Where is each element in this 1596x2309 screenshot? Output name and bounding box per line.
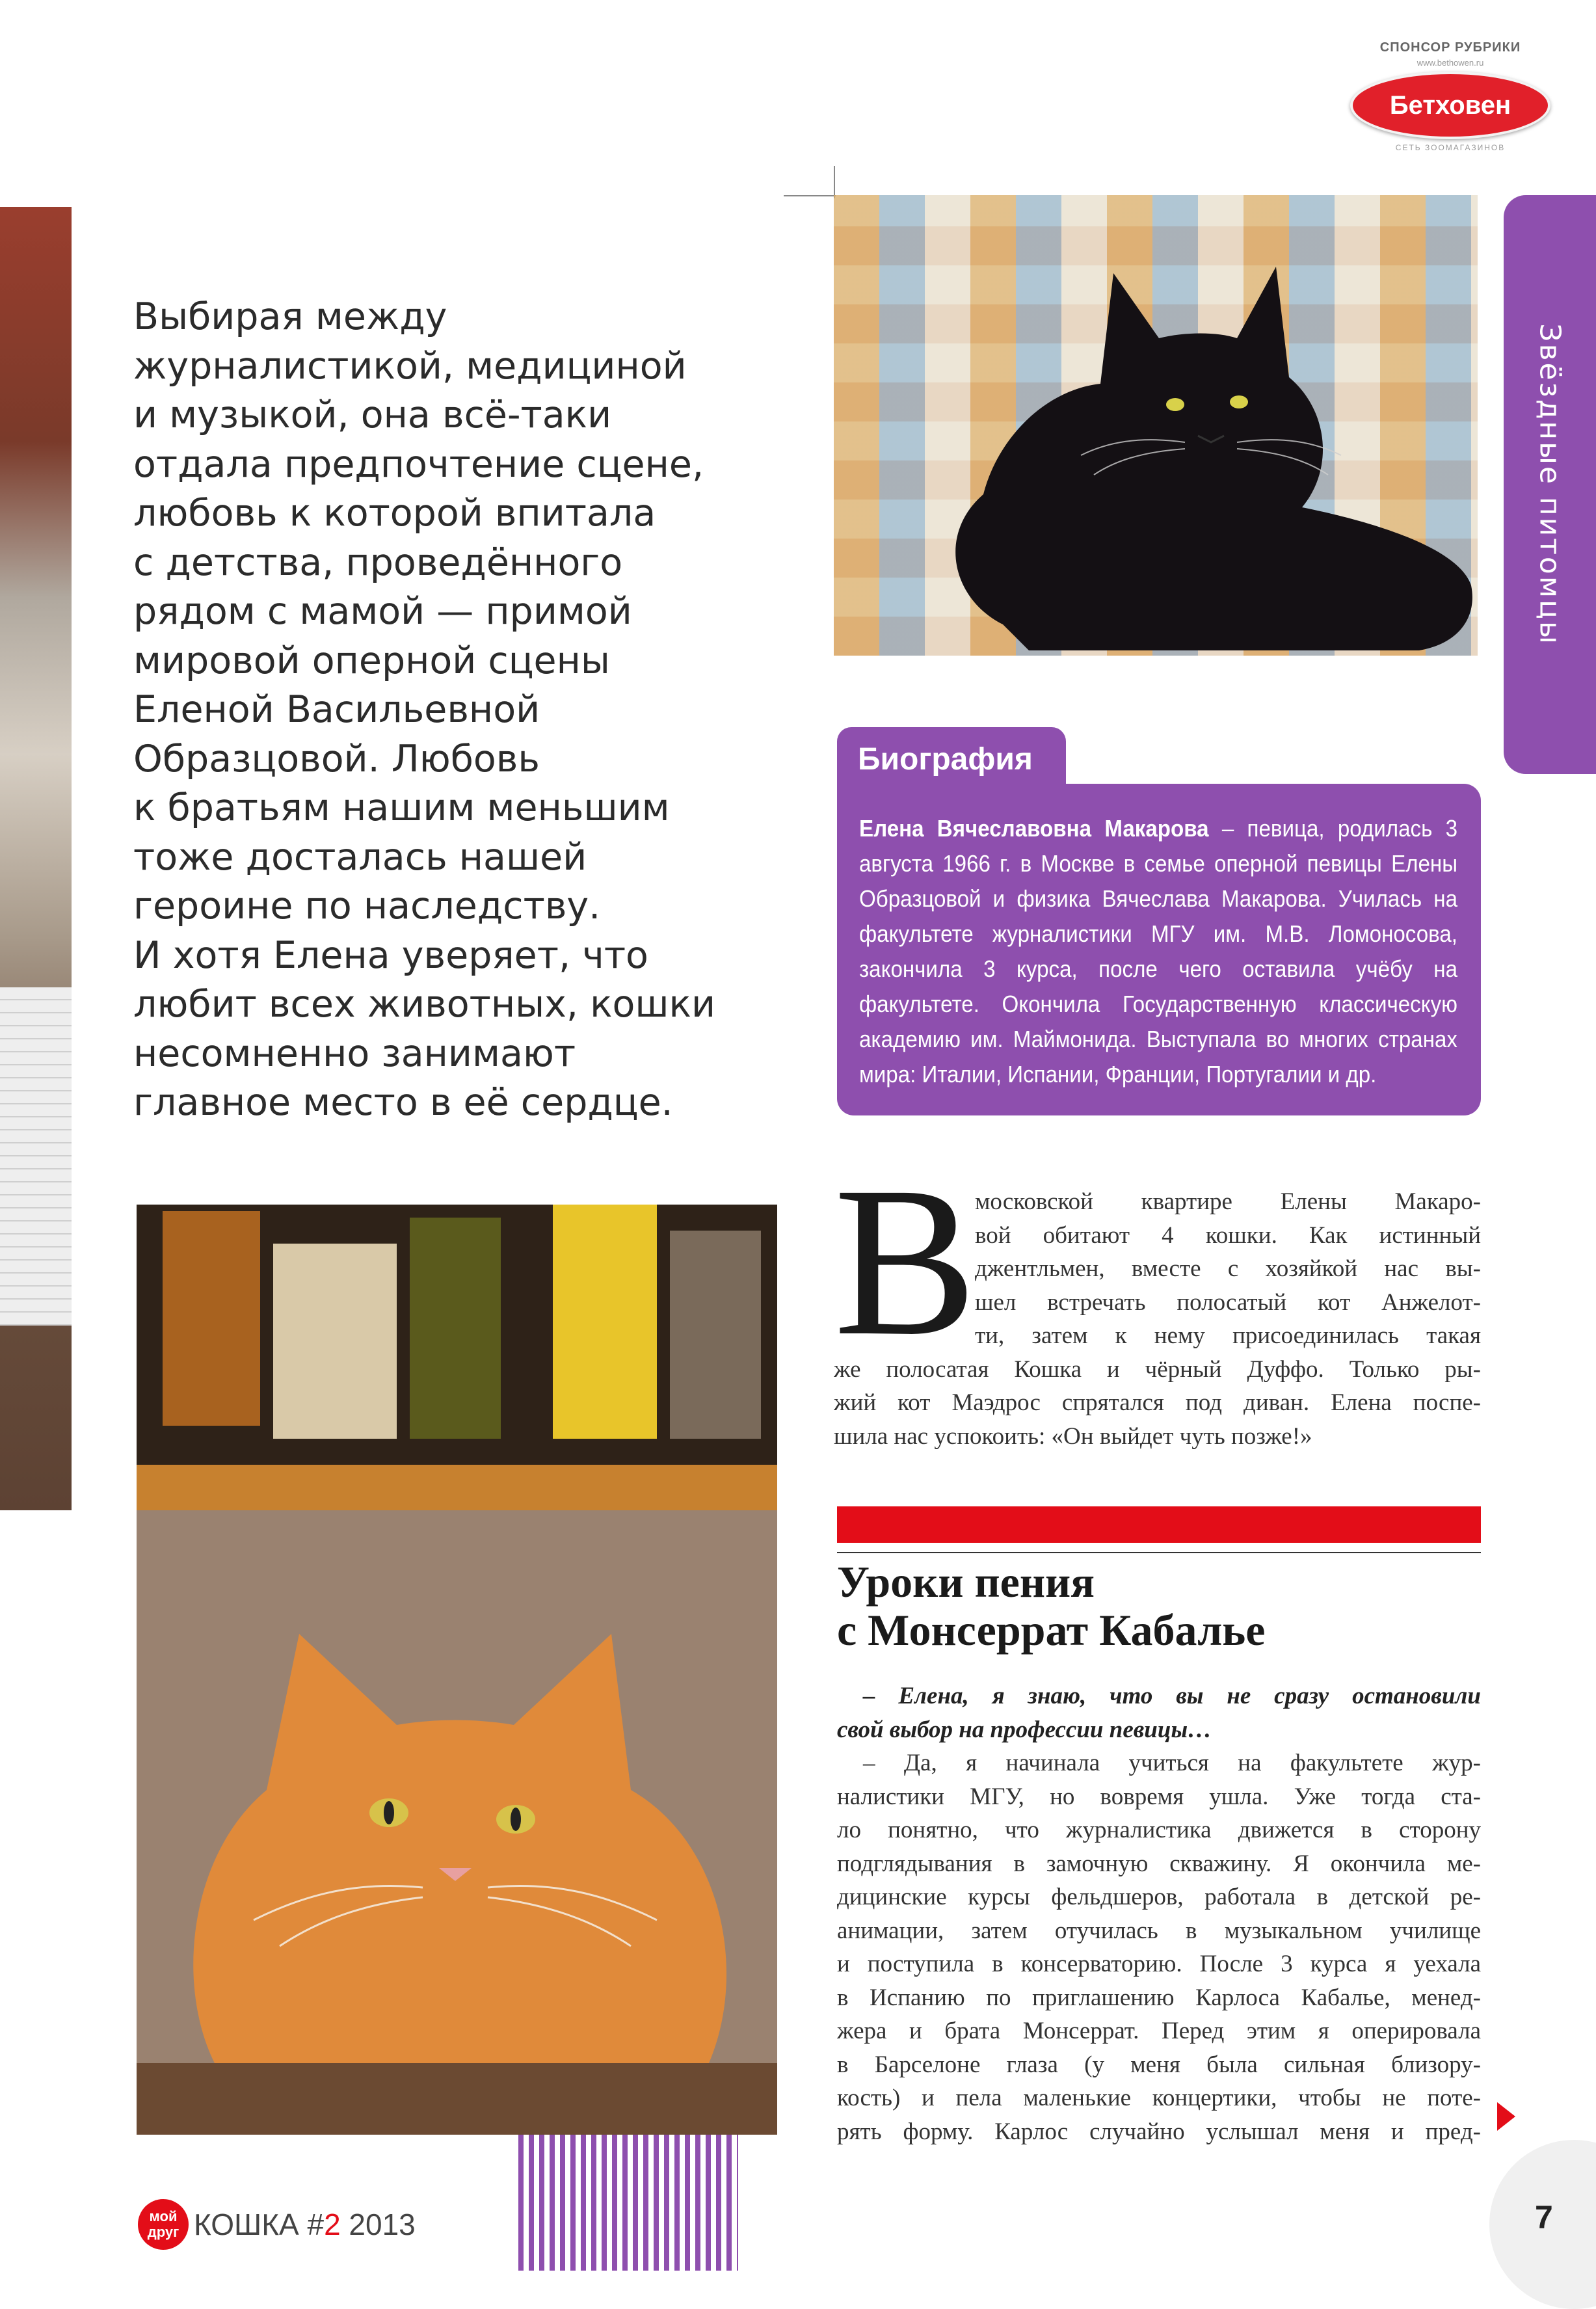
lead-line: тоже досталась нашей xyxy=(133,835,587,879)
left-edge-photo xyxy=(0,207,72,1510)
lead-line: героине по наследству. xyxy=(133,885,601,928)
interview-answer-line: подглядывания в замочную скважину. Я окончила ме- xyxy=(837,1850,1481,1877)
issue-number: 2 xyxy=(324,2208,341,2241)
lead-line: главное место в её сердце. xyxy=(133,1081,673,1124)
section-heading-line: с Монсеррат Кабалье xyxy=(837,1605,1266,1655)
rubric-title: Звёздные питомцы xyxy=(1533,323,1567,646)
interview-answer-line: анимации, затем отучилась в музыкальном училище xyxy=(837,1917,1481,1944)
interview-answer-line: жера и брата Монсеррат. Перед этим я оперировала xyxy=(837,2018,1481,2044)
lead-line: с детства, проведённого xyxy=(133,541,623,584)
intro-line: шел встречать полосатый кот Анжелот- xyxy=(975,1288,1481,1316)
crop-mark-vertical xyxy=(834,166,835,198)
sponsor-url: www.bethowen.ru xyxy=(1416,58,1484,68)
biography-title: Биография xyxy=(858,742,1033,777)
biography-name: Елена Вячеславовна Макарова xyxy=(859,815,1209,842)
sheet-music-image xyxy=(0,987,72,1326)
lead-paragraph xyxy=(133,293,797,1128)
interview-answer-line: рять форму. Карлос случайно услышал меня и пред- xyxy=(837,2118,1481,2145)
decorative-stripes xyxy=(518,2135,738,2271)
intro-line: ти, затем к нему присоединилась такая xyxy=(975,1322,1481,1349)
magazine-logo-top: мой xyxy=(149,2208,178,2224)
lead-line: любит всех животных, кошки xyxy=(133,983,716,1026)
black-cat-illustration xyxy=(834,195,1478,656)
footer xyxy=(138,2198,416,2250)
intro-line: жий кот Маэдрос спрятался под диван. Елена поспе- xyxy=(834,1389,1481,1416)
orange-cat-illustration xyxy=(137,1205,777,2135)
interview-question-line: свой выбор на профессии певицы… xyxy=(837,1716,1212,1743)
biography-box xyxy=(837,784,1481,1115)
interview-question-line: – Елена, я знаю, что вы не сразу остановили xyxy=(863,1683,1481,1709)
lead-line: Выбирая между xyxy=(133,295,447,338)
intro-line: московской квартире Елены Макаро- xyxy=(975,1188,1481,1215)
interview-answer-line: дицинские курсы фельдшеров, работала в детской ре- xyxy=(837,1884,1481,1910)
intro-line: шила нас успокоить: «Он выйдет чуть позже!» xyxy=(834,1422,1312,1450)
section-heading xyxy=(837,1558,1481,1654)
intro-line: же полосатая Кошка и чёрный Дуффо. Только ры- xyxy=(834,1355,1481,1383)
lead-line: к братьям нашим меньшим xyxy=(133,786,670,829)
lead-line: несомненно занимают xyxy=(133,1032,576,1075)
interview-answer-line: ло понятно, что журналистика движется в сторону xyxy=(837,1817,1481,1843)
sponsor-subtitle: СЕТЬ ЗООМАГАЗИНОВ xyxy=(1395,143,1506,152)
section-rule xyxy=(837,1552,1481,1553)
continue-arrow-icon xyxy=(1497,2102,1515,2131)
interview-answer-line: – Да, я начинала учиться на факультете жур- xyxy=(863,1750,1481,1776)
page-number: 7 xyxy=(1535,2199,1553,2236)
section-red-bar xyxy=(837,1506,1481,1543)
rubric-side-tab xyxy=(1504,195,1596,774)
interview-answer-line: кость) и пела маленькие концертики, чтобы не поте- xyxy=(837,2085,1481,2111)
magazine-logo xyxy=(138,2199,189,2250)
lead-line: Еленой Васильевной xyxy=(133,688,540,731)
lead-line: И хотя Елена уверяет, что xyxy=(133,933,648,977)
crop-mark-horizontal xyxy=(784,195,836,196)
magazine-logo-bottom: друг xyxy=(147,2224,180,2240)
interview-answer-line: налистики МГУ, но вовремя ушла. Уже тогда ста- xyxy=(837,1783,1481,1810)
lead-line: журналистикой, медициной xyxy=(133,344,687,388)
lead-line: Образцовой. Любовь xyxy=(133,737,540,781)
black-cat-photo xyxy=(834,195,1478,656)
sponsor-logo: Бетховен xyxy=(1350,72,1550,139)
biography-text xyxy=(859,811,1457,1092)
intro-line: джентльмен, вместе с хозяйкой нас вы- xyxy=(975,1255,1481,1282)
lead-line: отдала предпочтение сцене, xyxy=(133,442,704,486)
interview-answer-line: в Барселоне глаза (у меня была сильная близору- xyxy=(837,2051,1481,2078)
interview-answer-line: и поступила в консерваторию. После 3 курса я уехала xyxy=(837,1951,1481,1977)
lead-line: и музыкой, она всё-таки xyxy=(133,394,612,436)
section-heading-line: Уроки пения xyxy=(837,1557,1095,1607)
intro-line: вой обитают 4 кошки. Как истинный xyxy=(975,1221,1481,1249)
lead-line: мировой оперной сцены xyxy=(133,639,610,682)
lead-line: любовь к которой впитала xyxy=(133,492,656,535)
lead-line: рядом с мамой — примой xyxy=(133,590,632,633)
magazine-title xyxy=(194,2207,416,2242)
intro-paragraph xyxy=(834,1185,1481,1453)
sponsor-block xyxy=(1340,40,1561,164)
interview-text xyxy=(837,1679,1481,2148)
interview-answer-line: в Испанию по приглашению Карлоса Кабалье, менед- xyxy=(837,1984,1481,2011)
sponsor-label: СПОНСОР РУБРИКИ xyxy=(1379,40,1521,55)
issue-year: 2013 xyxy=(340,2208,416,2241)
drop-cap: В xyxy=(834,1143,978,1380)
orange-cat-photo xyxy=(137,1205,777,2135)
magazine-name: КОШКА # xyxy=(194,2208,325,2241)
biography-body: – певица, родилась 3 августа 1966 г. в Москве в семье оперной певицы Елены Образцовой и физика Вячеслава Макарова. Училась на факультете журналистики МГУ им. М.В. Ломоносова, закончила 3 курса, после чего оставила учёбу на факультете. Окончила Государственную классическую академию им. Маймонида. Выступала во многих странах мира: Италии, Испании, Франции, Португалии и др. xyxy=(859,815,1458,1088)
